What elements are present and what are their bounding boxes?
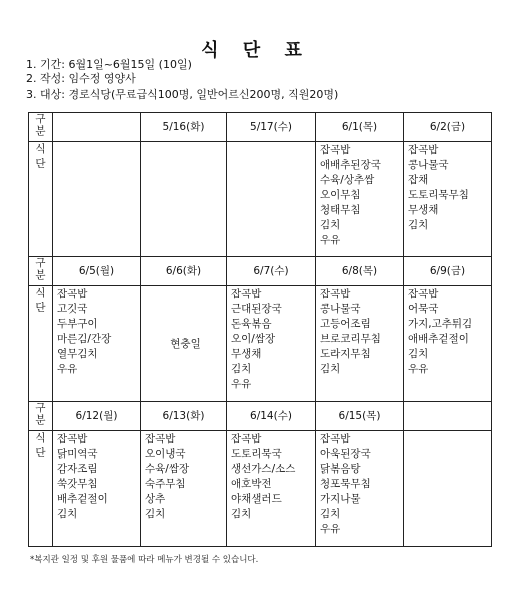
menu-item: 생선가스/소스 <box>231 463 296 475</box>
menu-item: 닭미역국 <box>57 448 98 460</box>
menu-item: 배추겉절이 <box>57 493 108 505</box>
date-cell: 6/12(월) <box>53 402 141 431</box>
menu-item: 수육/상추쌈 <box>320 174 375 186</box>
menu-item: 오이/쌈장 <box>231 333 276 345</box>
menu-item: 현충일 <box>170 337 201 350</box>
menu-item: 아욱된장국 <box>320 448 371 460</box>
date-row <box>29 257 492 286</box>
meal-cell <box>227 142 316 257</box>
menu-table <box>28 112 492 547</box>
gubun-label <box>29 257 53 286</box>
menu-item: 우유 <box>320 523 341 535</box>
date-cell: 6/8(목) <box>316 257 404 286</box>
menu-item: 도토리묵국 <box>231 448 282 460</box>
menu-item: 열무김치 <box>57 348 98 360</box>
meal-cell <box>404 286 492 402</box>
menu-item: 김치 <box>408 219 429 231</box>
menu-item: 숙주무침 <box>145 478 186 490</box>
menu-item: 야채샐러드 <box>231 493 282 505</box>
info-target: 3. 대상: 경로식당(무료급식100명, 일반어르신200명, 직원20명) <box>26 88 339 101</box>
menu-item: 잡곡밥 <box>320 144 351 156</box>
menu-item: 애배추겉절이 <box>408 333 469 345</box>
menu-item: 청태무침 <box>320 204 361 216</box>
sikdan-char: 단 <box>35 158 46 170</box>
menu-item: 잡곡밥 <box>57 288 88 300</box>
meal-cell <box>404 431 492 547</box>
menu-item: 우유 <box>408 363 429 375</box>
menu-item: 김치 <box>320 219 341 231</box>
meal-cell <box>316 431 404 547</box>
menu-item: 가지나물 <box>320 493 361 505</box>
gubun-char: 구 <box>35 113 46 125</box>
sikdan-char: 식 <box>35 143 46 155</box>
date-cell: 6/5(월) <box>53 257 141 286</box>
menu-item: 애배추된장국 <box>320 159 381 171</box>
menu-item: 어묵국 <box>408 303 439 315</box>
gubun-char: 구 <box>35 257 46 269</box>
sikdan-label <box>29 142 53 257</box>
menu-item: 가지,고추튀김 <box>408 318 473 330</box>
sikdan-label <box>29 431 53 547</box>
meal-cell <box>53 286 141 402</box>
menu-item: 브로코리무침 <box>320 333 381 345</box>
menu-item: 김치 <box>408 348 429 360</box>
meal-cell <box>141 142 227 257</box>
info-author: 2. 작성: 임수정 영양사 <box>26 72 136 85</box>
meal-cell <box>227 431 316 547</box>
menu-item: 오이냉국 <box>145 448 186 460</box>
gubun-label <box>29 402 53 431</box>
menu-item: 도토리묵무침 <box>408 189 469 201</box>
menu-item: 애호박전 <box>231 478 272 490</box>
gubun-char: 구 <box>35 402 46 414</box>
sikdan-char: 단 <box>35 302 46 314</box>
gubun-char: 분 <box>35 269 46 281</box>
sikdan-char: 식 <box>35 432 46 444</box>
menu-item: 근대된장국 <box>231 303 282 315</box>
menu-item: 잡곡밥 <box>408 144 439 156</box>
gubun-label <box>29 113 53 142</box>
menu-item: 잡곡밥 <box>320 433 351 445</box>
menu-item: 수육/쌈장 <box>145 463 190 475</box>
date-cell: 6/9(금) <box>404 257 492 286</box>
menu-item: 우유 <box>320 234 341 246</box>
meal-cell <box>316 286 404 402</box>
info-period: 1. 기간: 6월1일~6월15일 (10일) <box>26 58 192 71</box>
gubun-char: 분 <box>35 414 46 426</box>
menu-item: 우유 <box>231 378 252 390</box>
meal-cell <box>404 142 492 257</box>
menu-item: 고등어조림 <box>320 318 371 330</box>
date-cell: 6/2(금) <box>404 113 492 142</box>
meal-cell <box>141 431 227 547</box>
menu-item: 김치 <box>320 363 341 375</box>
meal-cell <box>53 142 141 257</box>
date-cell: 6/7(수) <box>227 257 316 286</box>
menu-item: 오이무침 <box>320 189 361 201</box>
meal-row <box>29 142 492 257</box>
meal-cell <box>53 431 141 547</box>
sikdan-char: 식 <box>35 287 46 299</box>
date-cell: 6/1(목) <box>316 113 404 142</box>
date-row <box>29 402 492 431</box>
date-cell: 5/17(수) <box>227 113 316 142</box>
menu-item: 김치 <box>145 508 166 520</box>
menu-item: 콩나물국 <box>320 303 361 315</box>
menu-item: 잡곡밥 <box>231 433 262 445</box>
menu-item: 김치 <box>231 508 252 520</box>
meal-row <box>29 286 492 402</box>
date-row <box>29 113 492 142</box>
sikdan-label <box>29 286 53 402</box>
menu-item: 잡곡밥 <box>320 288 351 300</box>
menu-item: 무생채 <box>231 348 262 360</box>
date-cell: 6/6(화) <box>141 257 227 286</box>
meal-cell <box>316 142 404 257</box>
date-cell: 6/13(화) <box>141 402 227 431</box>
meal-row <box>29 431 492 547</box>
date-cell: 5/16(화) <box>141 113 227 142</box>
menu-item: 감자조림 <box>57 463 98 475</box>
menu-item: 콩나물국 <box>408 159 449 171</box>
page-title: 식 단 표 <box>201 40 311 61</box>
menu-item: 돈육볶음 <box>231 318 272 330</box>
menu-item: 두부구이 <box>57 318 98 330</box>
footnote: *복지관 일정 및 후원 물품에 따라 메뉴가 변경될 수 있습니다. <box>30 555 259 565</box>
menu-item: 잡채 <box>408 174 429 186</box>
menu-item: 쑥갓무침 <box>57 478 98 490</box>
menu-item: 잡곡밥 <box>57 433 88 445</box>
date-cell: 6/15(목) <box>316 402 404 431</box>
menu-item: 도라지무침 <box>320 348 371 360</box>
menu-item: 잡곡밥 <box>408 288 439 300</box>
menu-item: 우유 <box>57 363 78 375</box>
menu-item: 상추 <box>145 493 166 505</box>
menu-item: 김치 <box>231 363 252 375</box>
date-cell: 6/14(수) <box>227 402 316 431</box>
menu-item: 잡곡밥 <box>231 288 262 300</box>
menu-item: 고깃국 <box>57 303 88 315</box>
date-cell <box>53 113 141 142</box>
menu-item: 마른김/간장 <box>57 333 112 345</box>
meal-cell <box>227 286 316 402</box>
menu-item: 김치 <box>320 508 341 520</box>
menu-item: 무생채 <box>408 204 439 216</box>
date-cell <box>404 402 492 431</box>
menu-item: 잡곡밥 <box>145 433 176 445</box>
sikdan-char: 단 <box>35 447 46 459</box>
gubun-char: 분 <box>35 125 46 137</box>
menu-item: 닭볶음탕 <box>320 463 361 475</box>
menu-item: 김치 <box>57 508 78 520</box>
holiday-cell <box>141 286 227 402</box>
menu-item: 청포묵무침 <box>320 478 371 490</box>
